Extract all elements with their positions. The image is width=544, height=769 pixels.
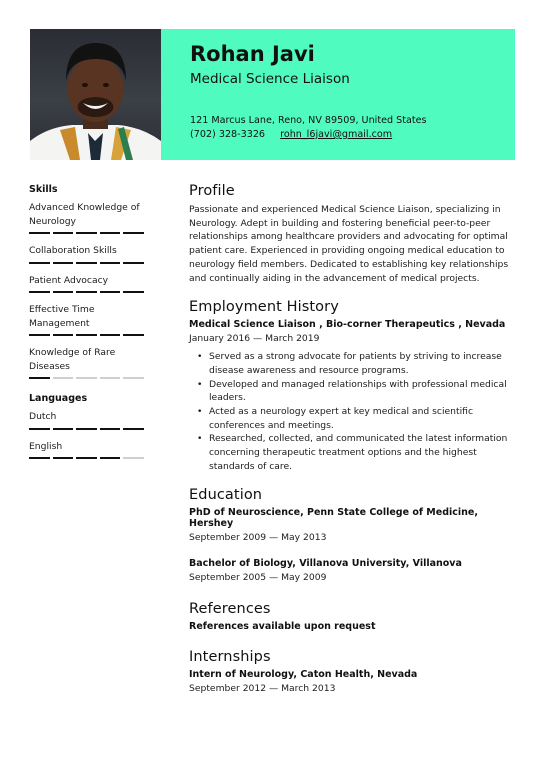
list-item: • Developed and managed relationships with professional medical leaders. — [189, 378, 519, 405]
profile-photo — [30, 29, 161, 160]
internship-dates: September 2012 — March 2013 — [189, 682, 336, 694]
address: 121 Marcus Lane, Reno, NV 89509, United States — [190, 115, 427, 126]
level-segment — [100, 291, 121, 293]
level-segment — [29, 428, 50, 430]
level-segment — [100, 428, 121, 430]
level-segment — [76, 232, 97, 234]
level-segment — [76, 334, 97, 336]
level-segment — [123, 377, 144, 379]
education-degree: PhD of Neuroscience, Penn State College of Medicine, Hershey — [189, 506, 478, 529]
level-segment — [100, 334, 121, 336]
contact-line — [190, 129, 392, 140]
list-item: • Served as a strong advocate for patients by striving to increase disease awareness and resource programs. — [189, 350, 519, 377]
list-item: • Researched, collected, and communicated the latest information concerning therapeutic treatment options and the highest standards of care. — [189, 432, 519, 473]
internships-heading: Internships — [189, 648, 271, 665]
level-segment — [29, 262, 50, 264]
candidate-name: Rohan Javi — [190, 42, 315, 66]
level-segment — [29, 457, 50, 459]
email-link[interactable]: rohn_l6javi@gmail.com — [280, 129, 393, 140]
education-heading: Education — [189, 486, 263, 503]
level-segment — [76, 377, 97, 379]
references-heading: References — [189, 600, 271, 617]
languages-heading: Languages — [29, 393, 88, 404]
level-segment — [53, 377, 74, 379]
person-portrait-image — [30, 29, 161, 160]
skill-level-bar — [29, 377, 147, 379]
level-segment — [123, 428, 144, 430]
skill-level-bar — [29, 291, 147, 293]
level-segment — [123, 334, 144, 336]
skill-label: Advanced Knowledge of Neurology — [29, 202, 140, 227]
skill-level-bar — [29, 428, 147, 430]
level-segment — [123, 262, 144, 264]
level-segment — [29, 232, 50, 234]
education-dates: September 2009 — May 2013 — [189, 531, 327, 543]
profile-text: Passionate and experienced Medical Science Liaison, specializing in Neurology. Adept in building and fostering beneficial peer-to-peer relationships among healthcare providers and advocating for optimal patient care. Experienced in providing ongoing medical education to neurology field members. Dedicated to establishing key relationships and continually aiding in the advancement of medical projects. — [189, 204, 509, 284]
skill-level-bar — [29, 262, 147, 264]
level-segment — [123, 291, 144, 293]
education-degree: Bachelor of Biology, Villanova University, Villanova — [189, 557, 462, 569]
sidebar — [29, 184, 147, 469]
skill-level-bar — [29, 232, 147, 234]
header-banner — [161, 29, 515, 160]
job-title: Medical Science Liaison — [190, 71, 350, 87]
skill-label: Knowledge of Rare Diseases — [29, 347, 116, 372]
level-segment — [53, 291, 74, 293]
internship-role: Intern of Neurology, Caton Health, Nevada — [189, 668, 418, 680]
employment-dates: January 2016 — March 2019 — [189, 333, 320, 345]
level-segment — [123, 232, 144, 234]
level-segment — [53, 262, 74, 264]
skill-label: Dutch — [29, 411, 57, 422]
list-item: • Acted as a neurology expert at key medical and scientific conferences and meetings. — [189, 405, 519, 432]
level-segment — [53, 428, 74, 430]
level-segment — [123, 457, 144, 459]
skill-label: Collaboration Skills — [29, 245, 117, 256]
skill-level-bar — [29, 334, 147, 336]
level-segment — [76, 262, 97, 264]
level-segment — [76, 428, 97, 430]
languages-list — [29, 410, 147, 459]
skills-heading: Skills — [29, 184, 58, 195]
main-content — [189, 183, 519, 694]
level-segment — [53, 232, 74, 234]
skill-label: English — [29, 440, 63, 452]
level-segment — [100, 457, 121, 459]
level-segment — [29, 377, 50, 379]
level-segment — [100, 262, 121, 264]
skill-label: Effective Time Management — [29, 304, 95, 329]
phone-number: (702) 328-3326 — [190, 129, 266, 140]
level-segment — [29, 291, 50, 293]
references-text: References available upon request — [189, 620, 376, 632]
level-segment — [100, 232, 121, 234]
employment-bullets — [189, 350, 519, 473]
level-segment — [100, 377, 121, 379]
skill-label: Patient Advocacy — [29, 274, 109, 286]
employment-role: Medical Science Liaison , Bio-corner Therapeutics , Nevada — [189, 319, 506, 331]
level-segment — [76, 291, 97, 293]
employment-heading: Employment History — [189, 299, 339, 316]
profile-heading: Profile — [189, 183, 235, 199]
education-dates: September 2005 — May 2009 — [189, 571, 327, 583]
level-segment — [76, 457, 97, 459]
level-segment — [29, 334, 50, 336]
level-segment — [53, 457, 74, 459]
skill-level-bar — [29, 457, 147, 459]
skills-list — [29, 201, 147, 379]
level-segment — [53, 334, 74, 336]
